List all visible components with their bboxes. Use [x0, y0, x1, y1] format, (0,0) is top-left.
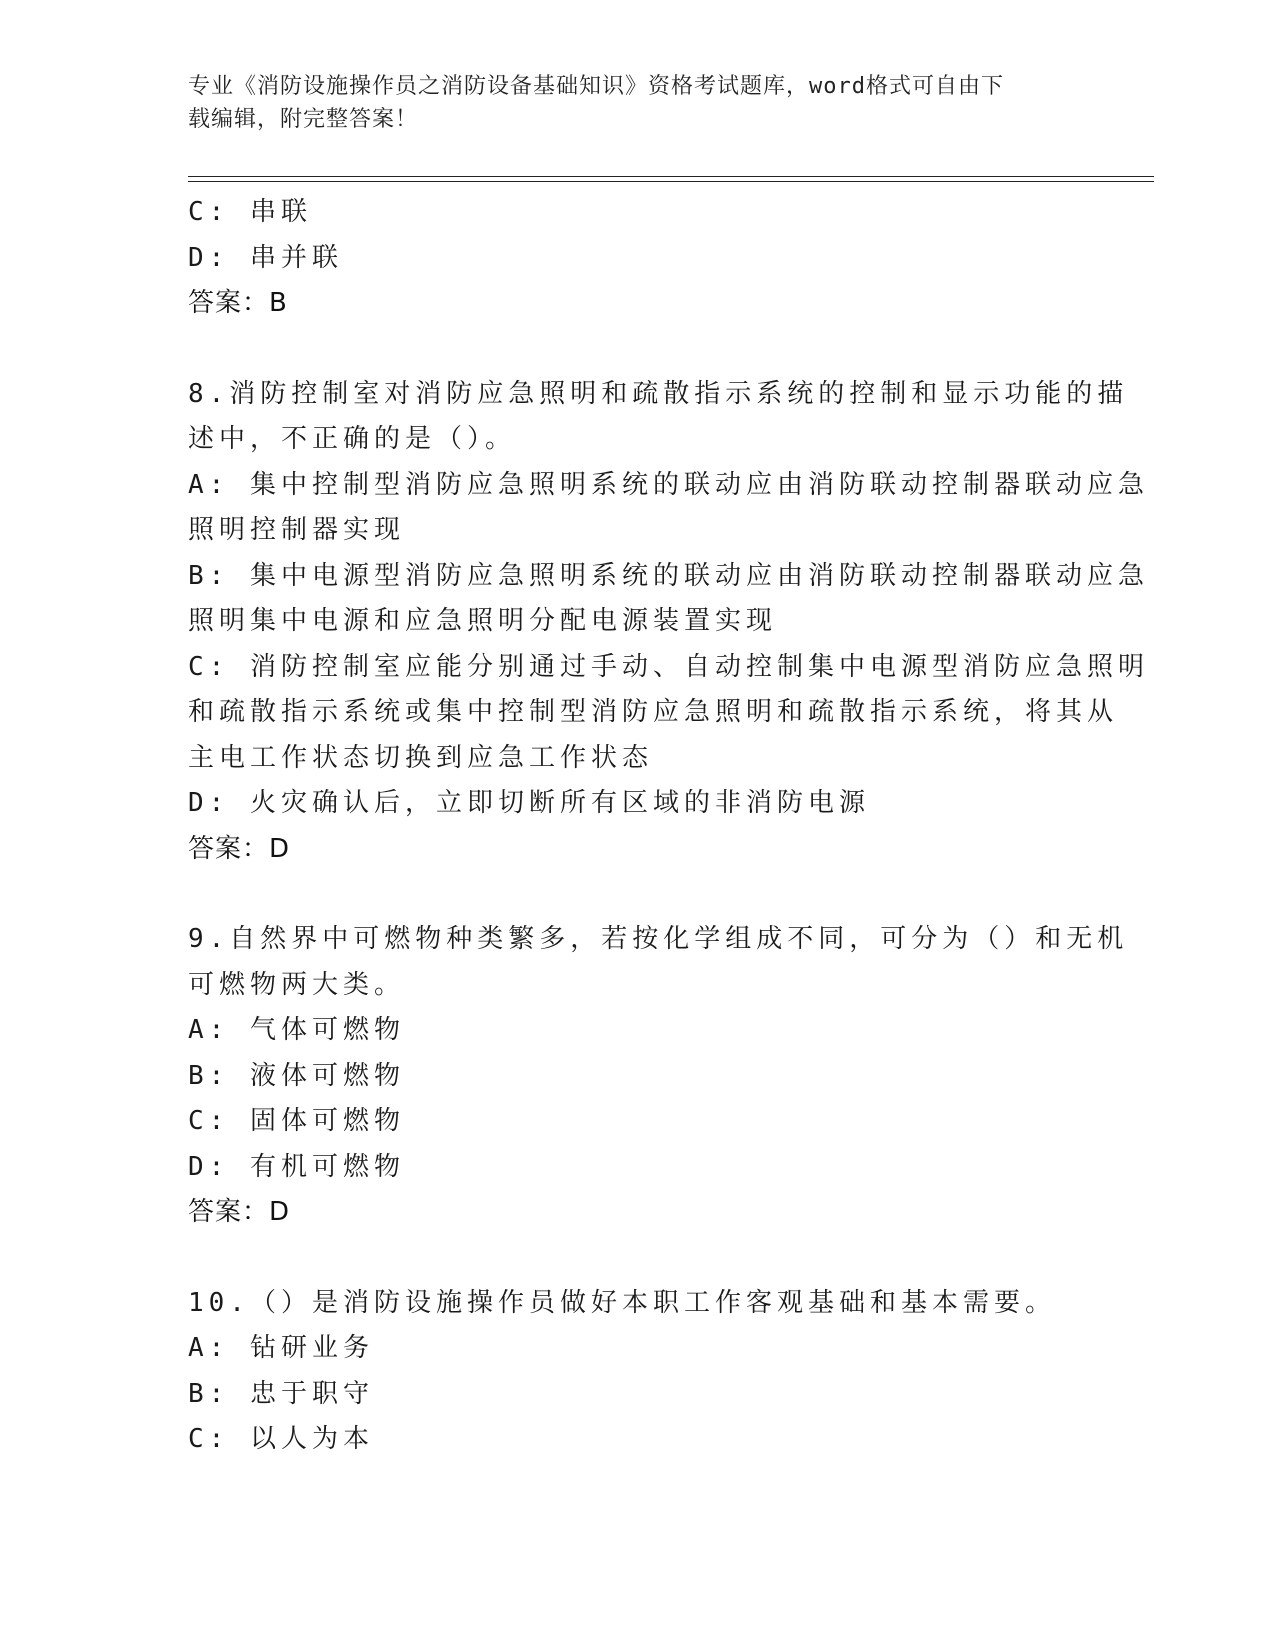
question-stem: 9.自然界中可燃物种类繁多，若按化学组成不同，可分为（）和无机 — [188, 924, 1129, 954]
answer: 答案：B — [188, 288, 288, 318]
option-c: 和疏散指示系统或集中控制型消防应急照明和疏散指示系统，将其从 — [188, 697, 1119, 727]
question-9 — [188, 917, 1129, 1236]
header-line-2: 载编辑，附完整答案！ — [188, 107, 419, 132]
header-divider-top — [188, 176, 1154, 177]
document-body — [188, 190, 1149, 1463]
option-c: 主电工作状态切换到应急工作状态 — [188, 742, 654, 773]
option-c: C: 消防控制室应能分别通过手动、自动控制集中电源型消防应急照明 — [188, 651, 1149, 682]
question-stem: 述中，不正确的是（）。 — [188, 424, 517, 454]
option-a: A: 钻研业务 — [188, 1333, 374, 1363]
option-c: C: 固体可燃物 — [188, 1106, 405, 1136]
option-d: D: 串并联 — [188, 242, 343, 273]
option-b: B: 集中电源型消防应急照明系统的联动应由消防联动控制器联动应急 — [188, 560, 1149, 591]
option-b: B: 液体可燃物 — [188, 1060, 405, 1091]
spacer — [188, 1236, 1088, 1281]
option-c: C: 以人为本 — [188, 1424, 374, 1454]
option-a: 照明控制器实现 — [188, 515, 406, 545]
option-c: C: 串联 — [188, 197, 312, 227]
spacer — [188, 872, 1088, 917]
answer: 答案：D — [188, 1197, 291, 1227]
option-a: A: 气体可燃物 — [188, 1015, 405, 1045]
question-stem: 8.消防控制室对消防应急照明和疏散指示系统的控制和显示功能的描 — [188, 378, 1129, 409]
option-d: D: 有机可燃物 — [188, 1151, 405, 1182]
question-8 — [188, 372, 1149, 873]
question-10 — [188, 1281, 1088, 1463]
option-d: D: 火灾确认后，立即切断所有区域的非消防电源 — [188, 788, 870, 818]
option-b: B: 忠于职守 — [188, 1378, 374, 1409]
spacer — [188, 327, 1088, 372]
option-b: 照明集中电源和应急照明分配电源装置实现 — [188, 606, 778, 636]
header-divider-bottom — [188, 181, 1154, 182]
option-a: A: 集中控制型消防应急照明系统的联动应由消防联动控制器联动应急 — [188, 469, 1149, 500]
answer: 答案：D — [188, 833, 291, 864]
question-7-tail — [188, 190, 1088, 327]
question-stem: 10.（）是消防设施操作员做好本职工作客观基础和基本需要。 — [188, 1287, 1056, 1318]
header-line-1: 专业《消防设施操作员之消防设备基础知识》资格考试题库，word格式可自由下 — [188, 74, 1004, 99]
document-header — [188, 70, 1088, 136]
question-stem: 可燃物两大类。 — [188, 969, 406, 1000]
